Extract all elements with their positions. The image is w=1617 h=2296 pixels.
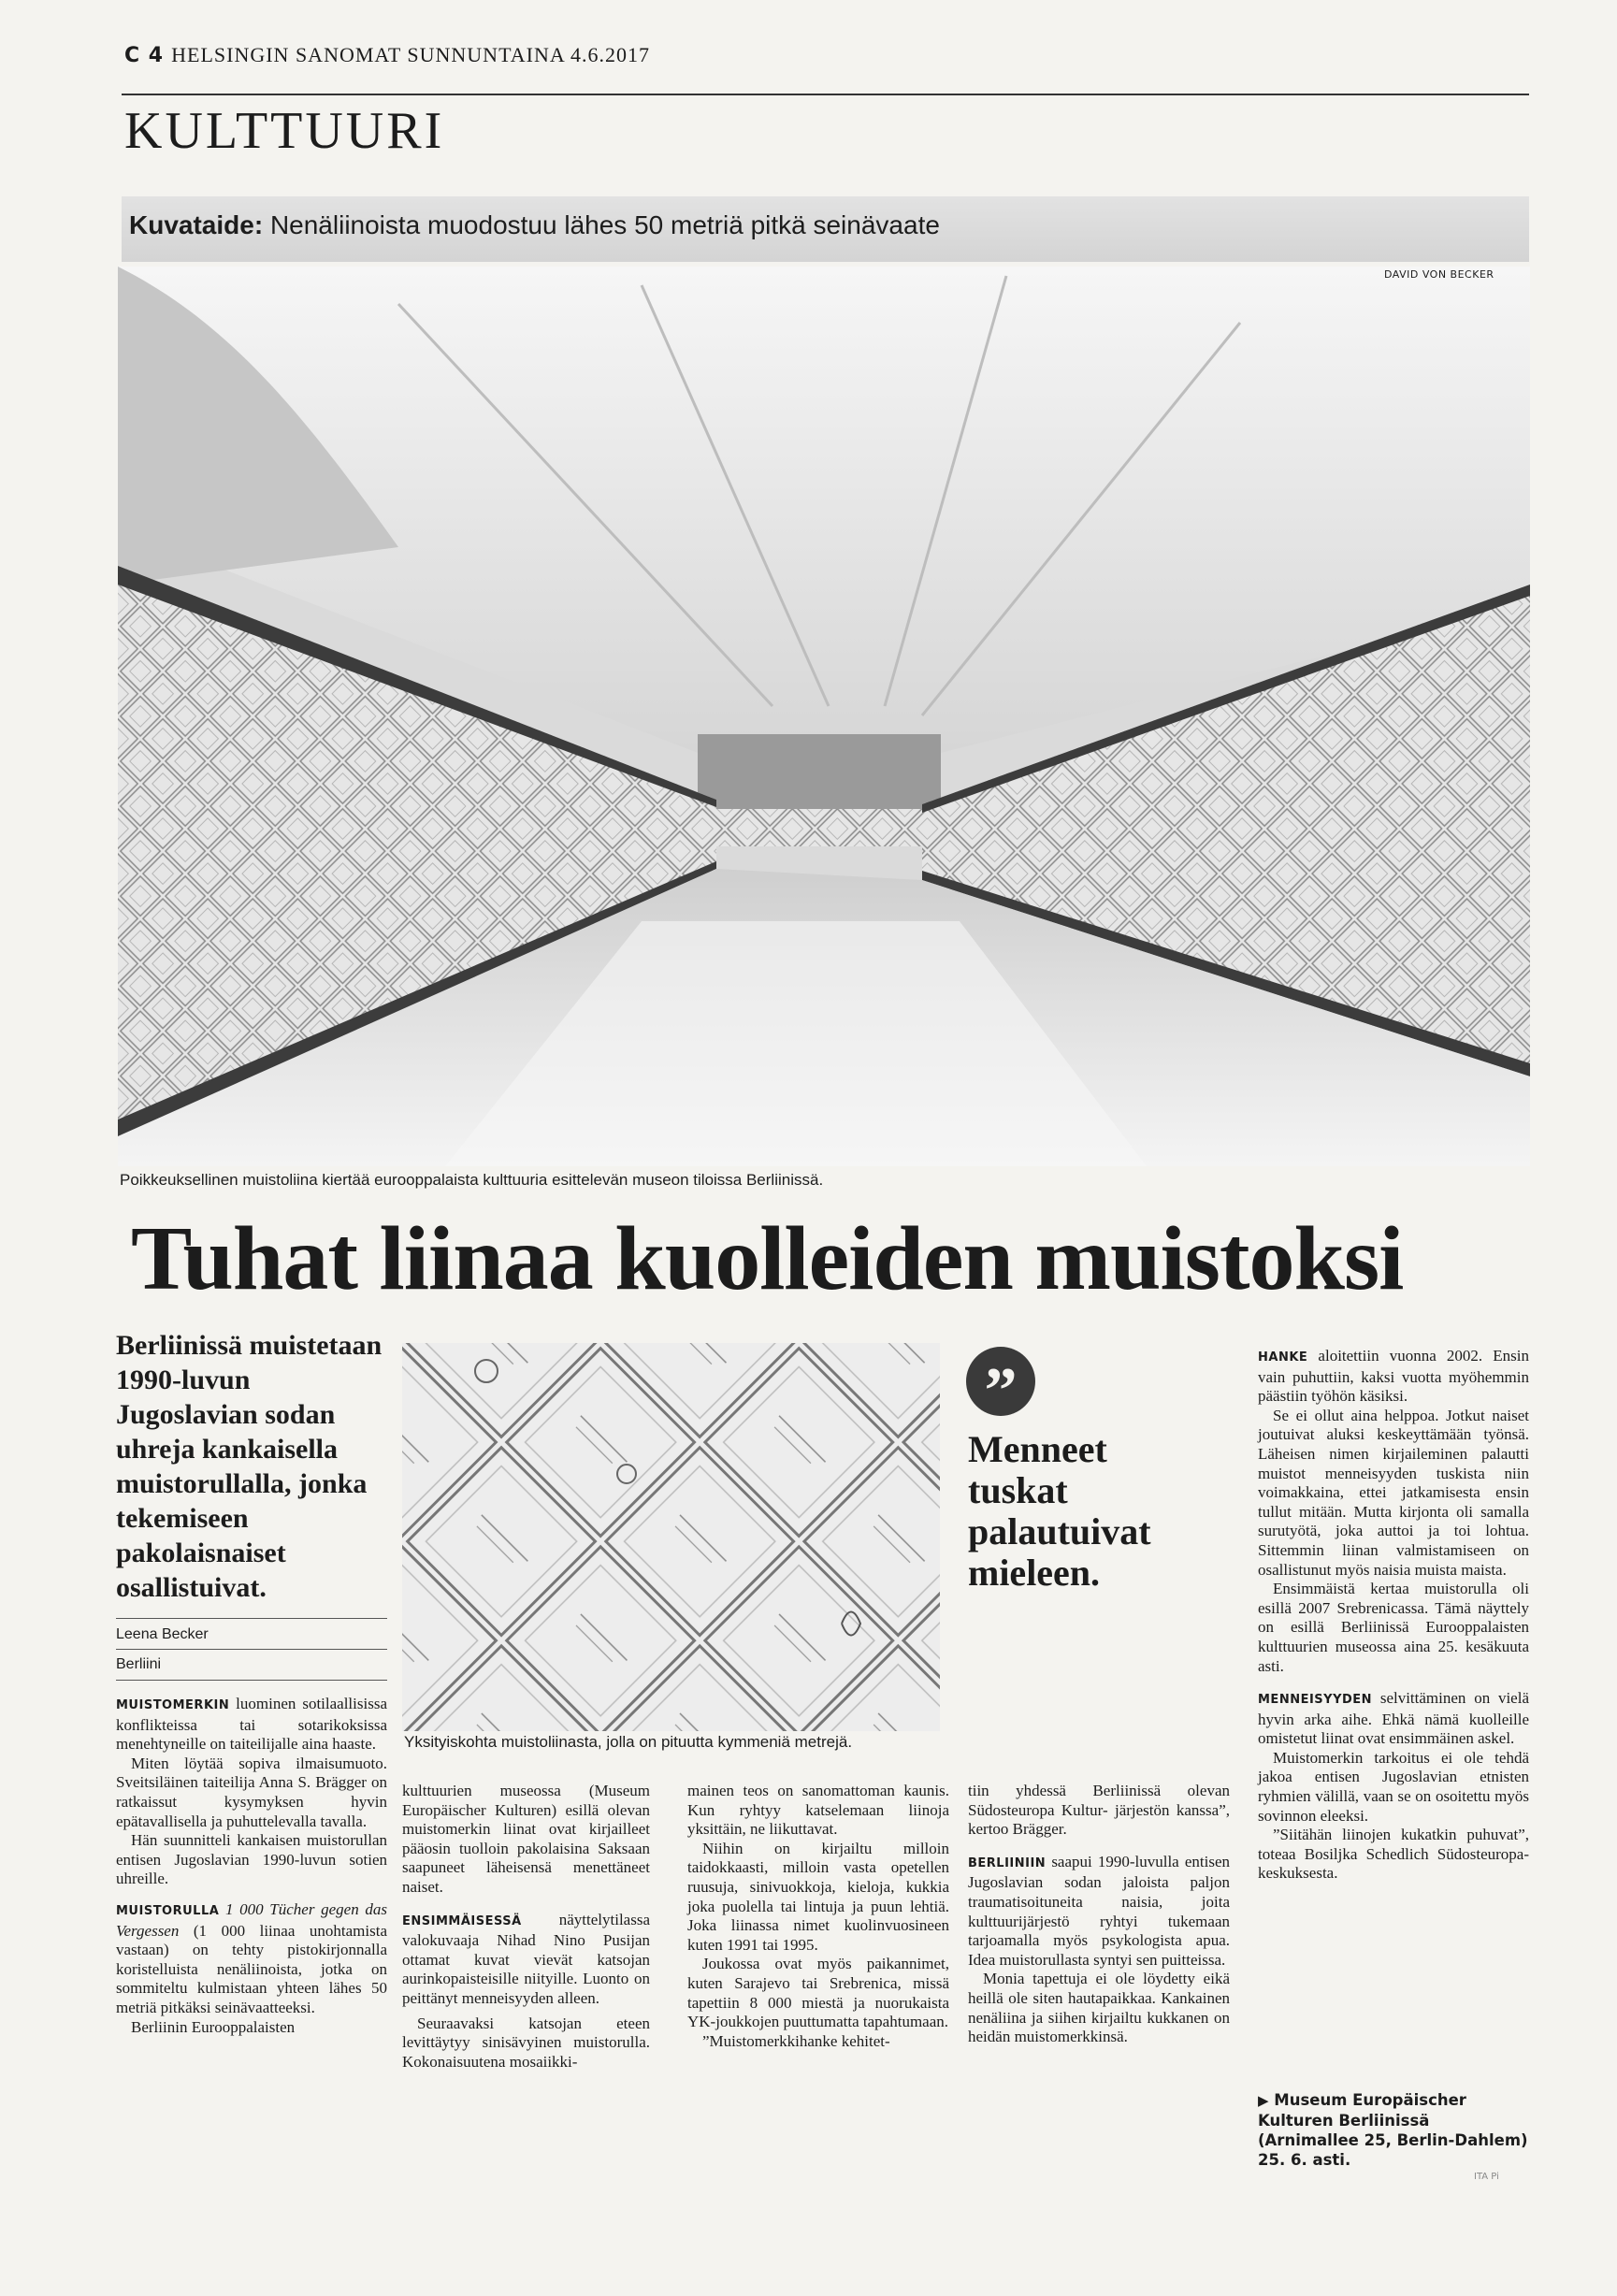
lead-word: BERLIINIIN: [968, 1856, 1047, 1870]
paragraph: HANKE aloitettiin vuonna 2002. Ensin vain puhuttiin, kaksi vuotta myöhemmin päästiin työhön käsiksi.: [1258, 1347, 1530, 1406]
deck: Berliinissä muistetaan 1990-luvun Jugoslavian sodan uhreja kankaisella muistorullalla, jonka tekemiseen pakolaisnaiset osallistuivat.: [116, 1330, 383, 1603]
paragraph: Seuraavaksi katsojan eteen levittäytyy sinisävyinen muistorulla. Kokonaisuutena mosaiikki-: [402, 2014, 650, 2071]
paragraph: Miten löytää sopiva ilmaisumuoto. Sveitsiläinen taiteilija Anna S. Brägger on ratkaissut kysymyksen hyvin epätavallisella ja puhuttelevalla tavalla.: [116, 1754, 387, 1830]
detail-photo: [402, 1343, 940, 1731]
kicker-text: Nenäliinoista muodostuu lähes 50 metriä pitkä seinävaate: [269, 210, 940, 239]
work-title: 1 000 Tücher gegen das Vergessen: [116, 1899, 388, 1940]
lead-word: MENNEISYYDEN: [1258, 1693, 1373, 1708]
column-5: [1258, 1347, 1529, 1884]
page-mark: ITA Pi: [1474, 2172, 1499, 2182]
lead-word: HANKE: [1258, 1350, 1308, 1365]
paragraph: Hän suunnitteli kankaisen muistorullan entisen Jugoslavian 1990-luvun sotien uhreille.: [116, 1831, 387, 1888]
byline-rule-mid: [116, 1649, 387, 1650]
paragraph: mainen teos on sanomattoman kaunis. Kun ryhtyy katselemaan liinoja yksittäin, ne liikuttavat.: [687, 1782, 949, 1839]
paragraph: Monia tapettuja ei ole löydetty eikä heillä ole siten hautapaikkaa. Kankainen nenäliina ja siihen kirjailtu kukkanen on heidän muistomerkkinsä.: [968, 1970, 1230, 2046]
paragraph: ”Muistomerkkihanke kehitet-: [702, 2031, 890, 2050]
main-photo: [118, 267, 1530, 1166]
folio-rule: [122, 94, 1529, 95]
triangle-right-icon: ▶: [1258, 2092, 1269, 2109]
byline-rule-bottom: [116, 1680, 387, 1681]
detail-photo-caption: Yksityiskohta muistoliinasta, jolla on pituutta kymmeniä metrejä.: [404, 1733, 853, 1751]
headline: Tuhat liinaa kuolleiden muistoksi: [131, 1208, 1404, 1309]
section-title: KULTTUURI: [124, 102, 445, 160]
pull-quote: Menneet tuskat palautuivat mieleen.: [968, 1428, 1151, 1594]
photo-credit: DAVID VON BECKER: [1384, 268, 1494, 281]
paragraph: Muistomerkin tarkoitus ei ole tehdä jakoa entisen Jugoslavian etnisten ryhmien välillä, vaan se on osoitettu myös sovinnon eleeksi.: [1258, 1748, 1529, 1825]
paragraph: BERLIINIIN saapui 1990-luvulla entisen Jugoslavian sodan jaloista paljon traumatisoituneita naisia, joita kulttuurijärjestö ryhtyi tukemaan tarjoamalla myös psykologista apua. Idea muistorullasta syntyi sen puitteissa.: [968, 1852, 1230, 1969]
lead-word: MUISTOMERKIN: [116, 1698, 230, 1712]
paragraph: MUISTOMERKIN luominen sotilaallisissa konflikteissa tai sotarikoksissa menehtyneille on taiteilijalle aina haaste.: [116, 1695, 387, 1754]
lead-word: MUISTORULLA: [116, 1903, 220, 1918]
byline-author: Leena Becker: [116, 1626, 209, 1642]
paragraph: kulttuurien museossa (Museum Europäischer Kulturen) esillä olevan muistomerkin liinat ovat kirjailleet pääosin tuolloin pakolaisina Saksaan saapuneet läheisensä menettäneet naiset.: [402, 1782, 650, 1896]
infobox: [1258, 2090, 1529, 2170]
column-1: [116, 1695, 387, 2037]
column-2: [402, 1782, 650, 2072]
paragraph: Niihin on kirjailtu milloin taidokkaasti, milloin vasta opetellen ruusuja, sinivuokkoja, kieloja, kukkia joka puolella tai lintuja ja puun lehtiä. Joka liinassa nimet kuolinvuosineen kuten 1991 tai 1995.: [687, 1839, 949, 1954]
column-4: [968, 1782, 1230, 2047]
byline-place: Berliini: [116, 1656, 162, 1672]
main-photo-caption: Poikkeuksellinen muistoliina kiertää eurooppalaista kulttuuria esittelevän museon tiloissa Berliinissä.: [120, 1171, 824, 1189]
folio-text: HELSINGIN SANOMAT SUNNUNTAINA 4.6.2017: [171, 43, 651, 66]
infobox-text: Museum Europäischer Kulturen Berliinissä (Arnimallee 25, Berlin-Dahlem) 25. 6. asti.: [1258, 2091, 1528, 2169]
paragraph: Se ei ollut aina helppoa. Jotkut naiset joutuivat aluksi keskeyttämään työnsä. Läheisen nimen kirjaileminen palautti muistot menneisyyden tuskista niin voimakkaina, ettei jatkamisesta ensin tullut mitään. Mutta kirjonta oli samalla surutyötä, joka auttoi ja toi lohtua. Sittemmin liinan valmistamiseen on osallistunut myös naisia muista maista.: [1258, 1406, 1529, 1579]
paragraph: tiin yhdessä Berliinissä olevan Südosteuropa Kultur- järjestön kanssa”, kertoo Brägger.: [968, 1782, 1230, 1839]
paragraph: ENSIMMÄISESSÄ näyttelytilassa valokuvaaja Nihad Nino Pusijan ottamat kuvat vievät katsojan aurinkopaisteisille niityille. Luonto on peittänyt menneisyyden alleen.: [402, 1910, 650, 2007]
quote-mark-icon: ”: [966, 1347, 1035, 1416]
paragraph: Joukossa ovat myös paikannimet, kuten Sarajevo tai Srebrenica, missä tapettiin 8 000 miestä ja nuorukaista YK-joukkojen puuttumatta tapahtumaan.: [687, 1955, 949, 2031]
paragraph: Berliinin Eurooppalaisten: [131, 2017, 296, 2036]
paragraph: MENNEISYYDEN selvittäminen on vielä hyvin arka aihe. Ehkä nämä kuolleille omistetut liinat ovat ensimmäinen askel.: [1258, 1689, 1529, 1748]
kicker-label: Kuvataide:: [129, 210, 264, 239]
lead-word: ENSIMMÄISESSÄ: [402, 1913, 522, 1928]
byline-rule-top: [116, 1618, 387, 1619]
paragraph: Ensimmäistä kertaa muistorulla oli esillä 2007 Srebrenicassa. Tämä näyttely on esillä Berliinissä Eurooppalaisten kulttuurien museossa aina 25. kesäkuuta asti.: [1258, 1580, 1529, 1675]
paragraph: MUISTORULLA 1 000 Tücher gegen das Vergessen (1 000 liinaa unohtamista vastaan) on tehty pistokirjonnalla koristelluista nenäliinoista, jotka on sommiteltu kulmistaan yhteen lähes 50 metriä pitkäksi seinävaatteeksi.: [116, 1899, 388, 2016]
kicker: [129, 210, 940, 240]
paragraph: ”Siitähän liinojen kukatkin puhuvat”, toteaa Bosiljka Schedlich Südosteuropa-keskuksesta.: [1258, 1826, 1529, 1883]
column-3: [687, 1782, 949, 2051]
page-number: C 4: [124, 44, 165, 67]
folio-line: [124, 43, 650, 67]
